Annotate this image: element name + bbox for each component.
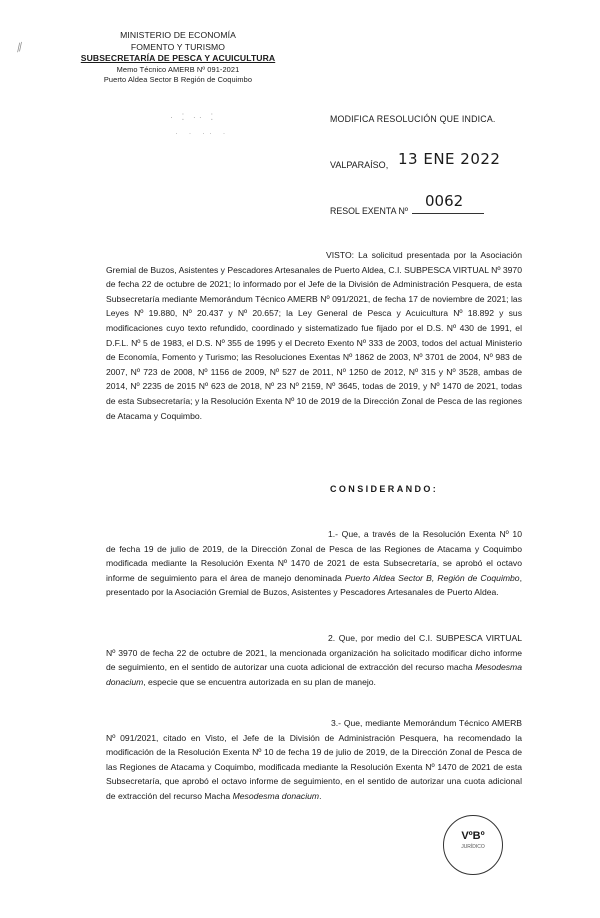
considerando-2 xyxy=(106,631,522,689)
document-subject: MODIFICA RESOLUCIÓN QUE INDICA. xyxy=(330,114,496,124)
header-memo: Memo Técnico AMERB Nº 091-2021 xyxy=(116,64,240,74)
resolution-label-text: RESOL EXENTA Nº xyxy=(330,206,409,216)
c1-text-a: de fecha 19 de julio de 2019, de la Dirección Zonal de Pesca de las Regiones de Atacama y Coquimbo modificada mediante la Resolución Exenta Nº 1470 de 2021 de esta Subsecretaría, se aprobó el octavo informe de seguimiento para el área de manejo denominada xyxy=(106,543,522,583)
c3-lead: 3.- Que, mediante Memorándum Técnico xyxy=(331,718,490,728)
c3-italic: Mesodesma donacium xyxy=(232,790,320,801)
date-stamp: 13 ENE 2022 xyxy=(398,150,501,168)
c3-text-b: . xyxy=(319,790,322,801)
header-subsecretaria: SUBSECRETARÍA DE PESCA Y ACUICULTURA xyxy=(80,53,276,63)
header-ministry: MINISTERIO DE ECONOMÍA xyxy=(120,30,236,40)
considerando-heading: CONSIDERANDO: xyxy=(330,484,439,494)
c2-text-b: , especie que se encuentra autorizada en su plan de manejo. xyxy=(143,676,376,687)
c2-italic: Mesodesma donacium xyxy=(106,662,522,687)
approval-stamp xyxy=(443,815,503,875)
scan-artifact: · ⁚ ·· ⁚ xyxy=(170,112,217,122)
considerando-1 xyxy=(106,527,522,600)
c1-lead: 1.- Que, a través de la Resolución Exenta Nº 10 xyxy=(328,529,522,539)
header-fomento: FOMENTO Y TURISMO xyxy=(130,41,226,52)
place-label: VALPARAÍSO, xyxy=(330,160,389,170)
c1-italic: Puerto Aldea Sector B, Región de Coquimbo xyxy=(344,572,520,583)
c2-text-a: 3970 de fecha 22 de octubre de 2021, la mencionada organización ha solicitado modificar dicho informe de seguimiento, en el sentido de autorizar una cuota adicional de extracción del recurso macha xyxy=(106,647,523,673)
c3-text-a: AMERB Nº 091/2021, citado en Visto, el Jefe de la División de Administración Pesquera, ha recomendado la modificación de la Resolución Exenta Nº 10 de fecha 19 de julio de 2019, de la Dirección Zonal de Pesca de las Regiones de Atacama y Coquimbo, modificada mediante la Resolución Exenta Nº 1470 de 2021 de esta Subsecretaría, que aprobó el octavo informe de seguimiento, en el sentido de autorizar una cuota adicional de extracción del recurso Macha xyxy=(106,718,523,801)
header-location: Puerto Aldea Sector B Región de Coquimbo xyxy=(103,75,253,84)
c2-lead: 2. Que, por medio del C.I. SUBPESCA VIRTUAL Nº xyxy=(106,633,522,658)
c1-text-b: , presentado por la Asociación Gremial de Buzos, Asistentes y Pescadores Artesanales de Puerto Aldea. xyxy=(106,572,522,598)
ministry-header xyxy=(78,30,278,86)
visto-text: La solicitud presentada por la Asociación Gremial de Buzos, Asistentes y Pescadores Artesanales de Puerto Aldea, C.I. SUBPESCA VIRTUAL Nº 3970 de fecha 22 de octubre de 2021; lo informado por el Jefe de la División de Administración Pesquera, de esta Subsecretaría mediante Memorándum Técnico AMERB Nº 091/2021, de fecha 17 de noviembre de 2021; las Leyes Nº 19.880, Nº 20.437 y Nº 20.657; la Ley General de Pesca y Acuicultura Nº 18.892 y sus modificaciones cuyo texto refundido, coordinado y sistematizado fue fijado por el D.S. Nº 430 de 1991, el D.F.L. Nº 5 de 1983, el D.S. Nº 355 de 1995 y el Decreto Exento Nº 333 de 2003, todos del actual Ministerio de Economía, Fomento y Turismo; las Resoluciones Exentas Nº 1862 de 2003, Nº 3701 de 2004, Nº 983 de 2007, Nº 723 de 2008, Nº 1156 de 2009, Nº 527 de 2011, Nº 1250 de 2012, Nº 315 y Nº 3528, ambas de 2014, Nº 2235 de 2015 Nº 623 de 2018, Nº 23 Nº 2159, Nº 3645, todas de 2019, y Nº 1470 de 2021, todas de esta Subsecretaría; y la Resolución Exenta Nº 10 de 2019 de la Dirección Zonal de Pesca de las regiones de Atacama y Coquimbo. xyxy=(106,250,522,421)
margin-mark: ⁄⁄ xyxy=(15,39,25,55)
resolution-number: 0062 xyxy=(425,192,464,210)
visto-lead: VISTO: xyxy=(326,250,355,260)
stamp-vb: VºBº xyxy=(461,830,485,842)
scan-artifact-2: · · ·· · xyxy=(175,128,230,138)
visto-paragraph xyxy=(106,248,522,423)
stamp-sub: JURÍDICO xyxy=(461,844,485,850)
considerando-3 xyxy=(106,716,522,804)
